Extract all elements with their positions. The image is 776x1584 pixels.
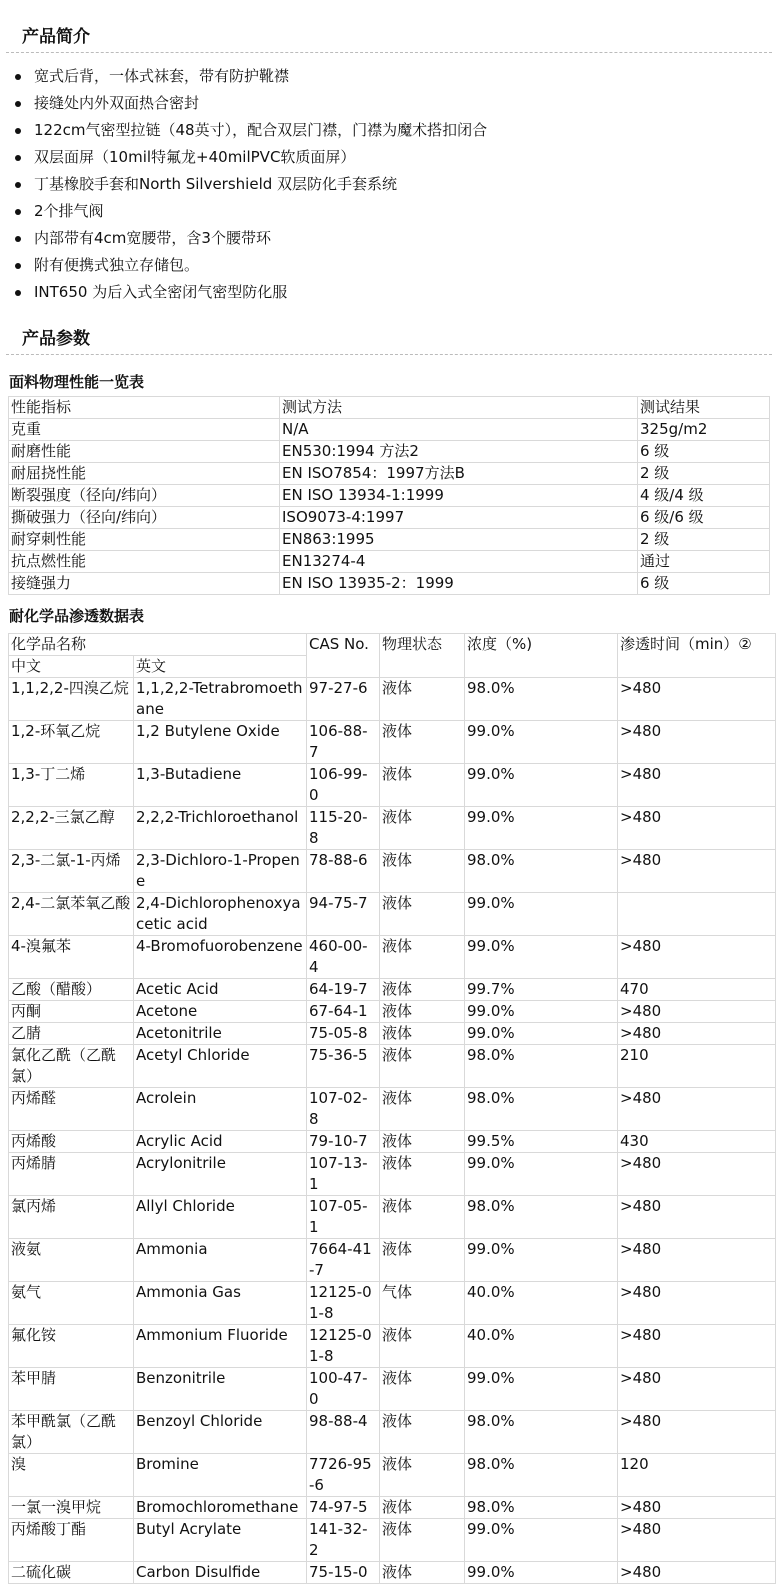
chem-cell: 液体 — [380, 893, 465, 936]
chem-cell: 乙酸（醋酸） — [9, 979, 134, 1001]
bullet-icon — [15, 263, 21, 269]
chem-cell: 64-19-7 — [307, 979, 380, 1001]
chem-cell: 99.0% — [465, 1562, 618, 1584]
chem-row — [9, 1454, 776, 1497]
chem-row — [9, 1088, 776, 1131]
chem-cell: 液体 — [380, 1497, 465, 1519]
chem-cell: 2,2,2-Trichloroethanol — [134, 807, 307, 850]
chem-row — [9, 1131, 776, 1153]
bullet-icon — [15, 74, 21, 80]
chem-cell: 液体 — [380, 1045, 465, 1088]
chem-cell: 液体 — [380, 1023, 465, 1045]
fabric-cell: 2 级 — [638, 529, 770, 551]
intro-list-item — [0, 252, 776, 279]
chem-cell: Acrylic Acid — [134, 1131, 307, 1153]
chem-cell: 液体 — [380, 764, 465, 807]
chem-cell: 99.0% — [465, 936, 618, 979]
chem-cell: Acrolein — [134, 1088, 307, 1131]
chem-cell: 40.0% — [465, 1325, 618, 1368]
fabric-cell: 撕破强力（径向/纬向） — [9, 507, 280, 529]
chem-cell: 107-02-8 — [307, 1088, 380, 1131]
chem-row — [9, 764, 776, 807]
chem-cell: 100-47-0 — [307, 1368, 380, 1411]
chem-cell: Benzoyl Chloride — [134, 1411, 307, 1454]
chem-cell: Acetonitrile — [134, 1023, 307, 1045]
fabric-cell: 通过 — [638, 551, 770, 573]
chem-cell: 液体 — [380, 1519, 465, 1562]
chem-cell: 液体 — [380, 1411, 465, 1454]
chem-cell: >480 — [618, 1562, 776, 1584]
chem-cell: 98.0% — [465, 1088, 618, 1131]
chem-header-state: 物理状态 — [380, 634, 465, 678]
chem-cell: 98.0% — [465, 678, 618, 721]
chem-row — [9, 850, 776, 893]
fabric-cell: 2 级 — [638, 463, 770, 485]
chem-cell: 2,4-Dichlorophenoxyacetic acid — [134, 893, 307, 936]
chem-cell: 99.0% — [465, 1153, 618, 1196]
chem-cell: 99.0% — [465, 807, 618, 850]
chem-cell: >480 — [618, 678, 776, 721]
chem-cell: 7726-95-6 — [307, 1454, 380, 1497]
chem-cell: Carbon Disulfide — [134, 1562, 307, 1584]
chem-cell: 1,2 Butylene Oxide — [134, 721, 307, 764]
chem-cell: 99.0% — [465, 764, 618, 807]
chem-cell: >480 — [618, 936, 776, 979]
chem-cell: Ammonia Gas — [134, 1282, 307, 1325]
chem-row — [9, 1282, 776, 1325]
chem-cell: 液体 — [380, 1131, 465, 1153]
fabric-row — [9, 419, 770, 441]
chem-cell: 液体 — [380, 1088, 465, 1131]
chem-cell: Acetic Acid — [134, 979, 307, 1001]
fabric-cell: 4 级/4 级 — [638, 485, 770, 507]
chem-cell: 丙烯醛 — [9, 1088, 134, 1131]
fabric-cell: 325g/m2 — [638, 419, 770, 441]
chem-cell: 99.0% — [465, 1368, 618, 1411]
chem-cell: Acetyl Chloride — [134, 1045, 307, 1088]
chem-cell: 1,3-丁二烯 — [9, 764, 134, 807]
chem-cell: 99.0% — [465, 1239, 618, 1282]
chem-cell: 120 — [618, 1454, 776, 1497]
intro-item-text: 附有便携式独立存储包。 — [34, 256, 200, 274]
chem-cell: 79-10-7 — [307, 1131, 380, 1153]
chem-cell: 苯甲腈 — [9, 1368, 134, 1411]
chem-cell: 液体 — [380, 1454, 465, 1497]
chem-cell: >480 — [618, 721, 776, 764]
divider — [6, 354, 772, 355]
chem-cell: 99.0% — [465, 893, 618, 936]
chem-cell: 氟化铵 — [9, 1325, 134, 1368]
chem-cell: >480 — [618, 1023, 776, 1045]
fabric-cell: EN ISO 13934-1:1999 — [280, 485, 638, 507]
fabric-header-cell: 测试结果 — [638, 397, 770, 419]
chem-row — [9, 979, 776, 1001]
chem-cell: 98.0% — [465, 1454, 618, 1497]
chem-cell: 75-05-8 — [307, 1023, 380, 1045]
fabric-row — [9, 573, 770, 595]
chem-cell: Acetone — [134, 1001, 307, 1023]
chem-table — [8, 633, 776, 1584]
intro-item-text: 122cm气密型拉链（48英寸），配合双层门襟，门襟为魔术搭扣闭合 — [34, 121, 488, 139]
chem-cell: 液体 — [380, 721, 465, 764]
chem-cell: 1,2-环氧乙烷 — [9, 721, 134, 764]
fabric-cell: 克重 — [9, 419, 280, 441]
chem-cell: 141-32-2 — [307, 1519, 380, 1562]
bullet-icon — [15, 290, 21, 296]
fabric-row — [9, 441, 770, 463]
chem-cell: 97-27-6 — [307, 678, 380, 721]
chem-cell: 2,3-二氯-1-丙烯 — [9, 850, 134, 893]
chem-cell: 430 — [618, 1131, 776, 1153]
chem-header-cn: 中文 — [9, 656, 134, 678]
chem-row — [9, 1519, 776, 1562]
fabric-cell: 6 级 — [638, 573, 770, 595]
intro-list-item — [0, 117, 776, 144]
fabric-cell: 接缝强力 — [9, 573, 280, 595]
fabric-cell: ISO9073-4:1997 — [280, 507, 638, 529]
chem-row — [9, 1411, 776, 1454]
chem-cell: >480 — [618, 1088, 776, 1131]
chem-cell: >480 — [618, 1239, 776, 1282]
chem-cell: >480 — [618, 1368, 776, 1411]
chem-cell: Benzonitrile — [134, 1368, 307, 1411]
chem-row — [9, 1045, 776, 1088]
intro-title: 产品简介 — [22, 27, 90, 47]
chem-cell: 470 — [618, 979, 776, 1001]
chem-cell: 丙烯腈 — [9, 1153, 134, 1196]
fabric-row — [9, 485, 770, 507]
chem-cell: 氨气 — [9, 1282, 134, 1325]
fabric-cell: EN ISO 13935-2：1999 — [280, 573, 638, 595]
intro-list-item — [0, 171, 776, 198]
chem-cell: Ammonia — [134, 1239, 307, 1282]
chem-cell: 液体 — [380, 1368, 465, 1411]
chem-cell: 98.0% — [465, 1045, 618, 1088]
intro-list — [0, 63, 776, 306]
intro-item-text: 宽式后背，一体式袜套，带有防护靴襟 — [34, 67, 290, 85]
chem-cell: 液体 — [380, 1153, 465, 1196]
chem-cell: >480 — [618, 1196, 776, 1239]
chem-cell: 丙酮 — [9, 1001, 134, 1023]
chem-cell: 98.0% — [465, 1497, 618, 1519]
fabric-cell: EN ISO7854：1997方法B — [280, 463, 638, 485]
fabric-cell: 耐屈挠性能 — [9, 463, 280, 485]
chem-cell: 2,2,2-三氯乙醇 — [9, 807, 134, 850]
intro-item-text: 双层面屏（10mil特氟龙+40milPVC软质面屏） — [34, 148, 356, 166]
fabric-cell: EN530:1994 方法2 — [280, 441, 638, 463]
chem-row — [9, 1196, 776, 1239]
chem-cell: 99.0% — [465, 1023, 618, 1045]
chem-cell: 4-Bromofuorobenzene — [134, 936, 307, 979]
chem-cell: >480 — [618, 764, 776, 807]
chem-cell: >480 — [618, 1282, 776, 1325]
chem-cell: 液体 — [380, 1196, 465, 1239]
params-section — [0, 324, 776, 1584]
chem-header-conc: 浓度（%) — [465, 634, 618, 678]
chem-cell: 460-00-4 — [307, 936, 380, 979]
chem-row — [9, 1001, 776, 1023]
fabric-header-cell: 测试方法 — [280, 397, 638, 419]
chem-cell: 106-99-0 — [307, 764, 380, 807]
fabric-cell: EN13274-4 — [280, 551, 638, 573]
fabric-header-row — [9, 397, 770, 419]
chem-cell: 75-15-0 — [307, 1562, 380, 1584]
params-title: 产品参数 — [22, 329, 90, 349]
chem-cell: 99.7% — [465, 979, 618, 1001]
intro-item-text: 接缝处内外双面热合密封 — [34, 94, 200, 112]
chem-cell: >480 — [618, 1519, 776, 1562]
chem-cell: 7664-41-7 — [307, 1239, 380, 1282]
chem-cell: 75-36-5 — [307, 1045, 380, 1088]
chem-cell: 40.0% — [465, 1282, 618, 1325]
fabric-table-title: 面料物理性能一览表 — [9, 373, 145, 391]
chem-cell: 气体 — [380, 1282, 465, 1325]
chem-cell: 74-97-5 — [307, 1497, 380, 1519]
chem-row — [9, 1239, 776, 1282]
chem-row — [9, 893, 776, 936]
chem-cell: 液体 — [380, 850, 465, 893]
chem-cell: 99.0% — [465, 721, 618, 764]
chem-cell: Acrylonitrile — [134, 1153, 307, 1196]
chem-cell: >480 — [618, 1497, 776, 1519]
fabric-cell: 耐穿刺性能 — [9, 529, 280, 551]
chem-cell: 99.0% — [465, 1519, 618, 1562]
chem-cell: 液体 — [380, 678, 465, 721]
intro-list-item — [0, 279, 776, 306]
chem-cell: 98.0% — [465, 850, 618, 893]
chem-cell: 1,1,2,2-四溴乙烷 — [9, 678, 134, 721]
fabric-row — [9, 463, 770, 485]
fabric-table — [8, 396, 770, 595]
chem-cell: 98.0% — [465, 1411, 618, 1454]
chem-cell: 78-88-6 — [307, 850, 380, 893]
chem-header-row — [9, 634, 776, 656]
chem-cell: 氯丙烯 — [9, 1196, 134, 1239]
chem-cell: 107-13-1 — [307, 1153, 380, 1196]
intro-item-text: 内部带有4cm宽腰带，含3个腰带环 — [34, 229, 271, 247]
chem-cell: 一氯一溴甲烷 — [9, 1497, 134, 1519]
chem-cell: 106-88-7 — [307, 721, 380, 764]
intro-list-item — [0, 90, 776, 117]
chem-cell: Bromine — [134, 1454, 307, 1497]
intro-list-item — [0, 198, 776, 225]
chem-cell: 115-20-8 — [307, 807, 380, 850]
chem-cell: >480 — [618, 850, 776, 893]
chem-cell: 98-88-4 — [307, 1411, 380, 1454]
chem-cell: 液体 — [380, 936, 465, 979]
chem-cell: 12125-01-8 — [307, 1325, 380, 1368]
chem-table-title: 耐化学品渗透数据表 — [9, 607, 145, 625]
chem-header-name: 化学品名称 — [9, 634, 307, 656]
intro-list-item — [0, 225, 776, 252]
fabric-row — [9, 551, 770, 573]
intro-list-item — [0, 144, 776, 171]
chem-cell: 94-75-7 — [307, 893, 380, 936]
chem-row — [9, 1368, 776, 1411]
chem-cell: Ammonium Fluoride — [134, 1325, 307, 1368]
fabric-cell: 抗点燃性能 — [9, 551, 280, 573]
bullet-icon — [15, 236, 21, 242]
chem-row — [9, 1497, 776, 1519]
fabric-cell: EN863:1995 — [280, 529, 638, 551]
chem-cell: >480 — [618, 1153, 776, 1196]
fabric-row — [9, 529, 770, 551]
fabric-cell: 断裂强度（径向/纬向） — [9, 485, 280, 507]
chem-cell: 2,3-Dichloro-1-Propene — [134, 850, 307, 893]
fabric-header-cell: 性能指标 — [9, 397, 280, 419]
chem-cell: 210 — [618, 1045, 776, 1088]
chem-row — [9, 807, 776, 850]
chem-cell: 液体 — [380, 1001, 465, 1023]
chem-cell — [618, 893, 776, 936]
intro-list-item — [0, 63, 776, 90]
chem-cell: 107-05-1 — [307, 1196, 380, 1239]
chem-cell: 液体 — [380, 1562, 465, 1584]
divider — [6, 52, 772, 53]
chem-header-cas: CAS No. — [307, 634, 380, 678]
chem-cell: 液体 — [380, 1325, 465, 1368]
chem-cell: >480 — [618, 807, 776, 850]
bullet-icon — [15, 101, 21, 107]
intro-item-text: INT650 为后入式全密闭气密型防化服 — [34, 283, 288, 301]
bullet-icon — [15, 128, 21, 134]
bullet-icon — [15, 155, 21, 161]
intro-section — [0, 22, 776, 306]
chem-row — [9, 721, 776, 764]
chem-cell: 乙腈 — [9, 1023, 134, 1045]
chem-cell: >480 — [618, 1411, 776, 1454]
intro-item-text: 丁基橡胶手套和North Silvershield 双层防化手套系统 — [34, 175, 398, 193]
intro-item-text: 2个排气阀 — [34, 202, 104, 220]
fabric-cell: 6 级 — [638, 441, 770, 463]
chem-cell: 丙烯酸丁酯 — [9, 1519, 134, 1562]
chem-row — [9, 1325, 776, 1368]
chem-row — [9, 936, 776, 979]
chem-cell: 2,4-二氯苯氧乙酸 — [9, 893, 134, 936]
chem-cell: 98.0% — [465, 1196, 618, 1239]
chem-cell: >480 — [618, 1001, 776, 1023]
chem-row — [9, 1023, 776, 1045]
chem-cell: >480 — [618, 1325, 776, 1368]
chem-header-time: 渗透时间（min）② — [618, 634, 776, 678]
chem-cell: Bromochloromethane — [134, 1497, 307, 1519]
chem-cell: 液体 — [380, 807, 465, 850]
chem-cell: 苯甲酰氯（乙酰氯） — [9, 1411, 134, 1454]
chem-cell: Butyl Acrylate — [134, 1519, 307, 1562]
chem-cell: 液氨 — [9, 1239, 134, 1282]
fabric-cell: N/A — [280, 419, 638, 441]
chem-cell: 1,3-Butadiene — [134, 764, 307, 807]
chem-cell: 4-溴氟苯 — [9, 936, 134, 979]
fabric-cell: 6 级/6 级 — [638, 507, 770, 529]
chem-row — [9, 1562, 776, 1584]
chem-cell: 12125-01-8 — [307, 1282, 380, 1325]
bullet-icon — [15, 209, 21, 215]
chem-cell: 液体 — [380, 979, 465, 1001]
bullet-icon — [15, 182, 21, 188]
chem-cell: 99.0% — [465, 1001, 618, 1023]
fabric-row — [9, 507, 770, 529]
chem-cell: 溴 — [9, 1454, 134, 1497]
chem-cell: 99.5% — [465, 1131, 618, 1153]
fabric-cell: 耐磨性能 — [9, 441, 280, 463]
chem-row — [9, 1153, 776, 1196]
chem-row — [9, 678, 776, 721]
chem-cell: 1,1,2,2-Tetrabromoethane — [134, 678, 307, 721]
chem-header-en: 英文 — [134, 656, 307, 678]
chem-cell: 丙烯酸 — [9, 1131, 134, 1153]
chem-cell: 67-64-1 — [307, 1001, 380, 1023]
chem-cell: 氯化乙酰（乙酰氯） — [9, 1045, 134, 1088]
chem-cell: 二硫化碳 — [9, 1562, 134, 1584]
chem-cell: Allyl Chloride — [134, 1196, 307, 1239]
chem-cell: 液体 — [380, 1239, 465, 1282]
